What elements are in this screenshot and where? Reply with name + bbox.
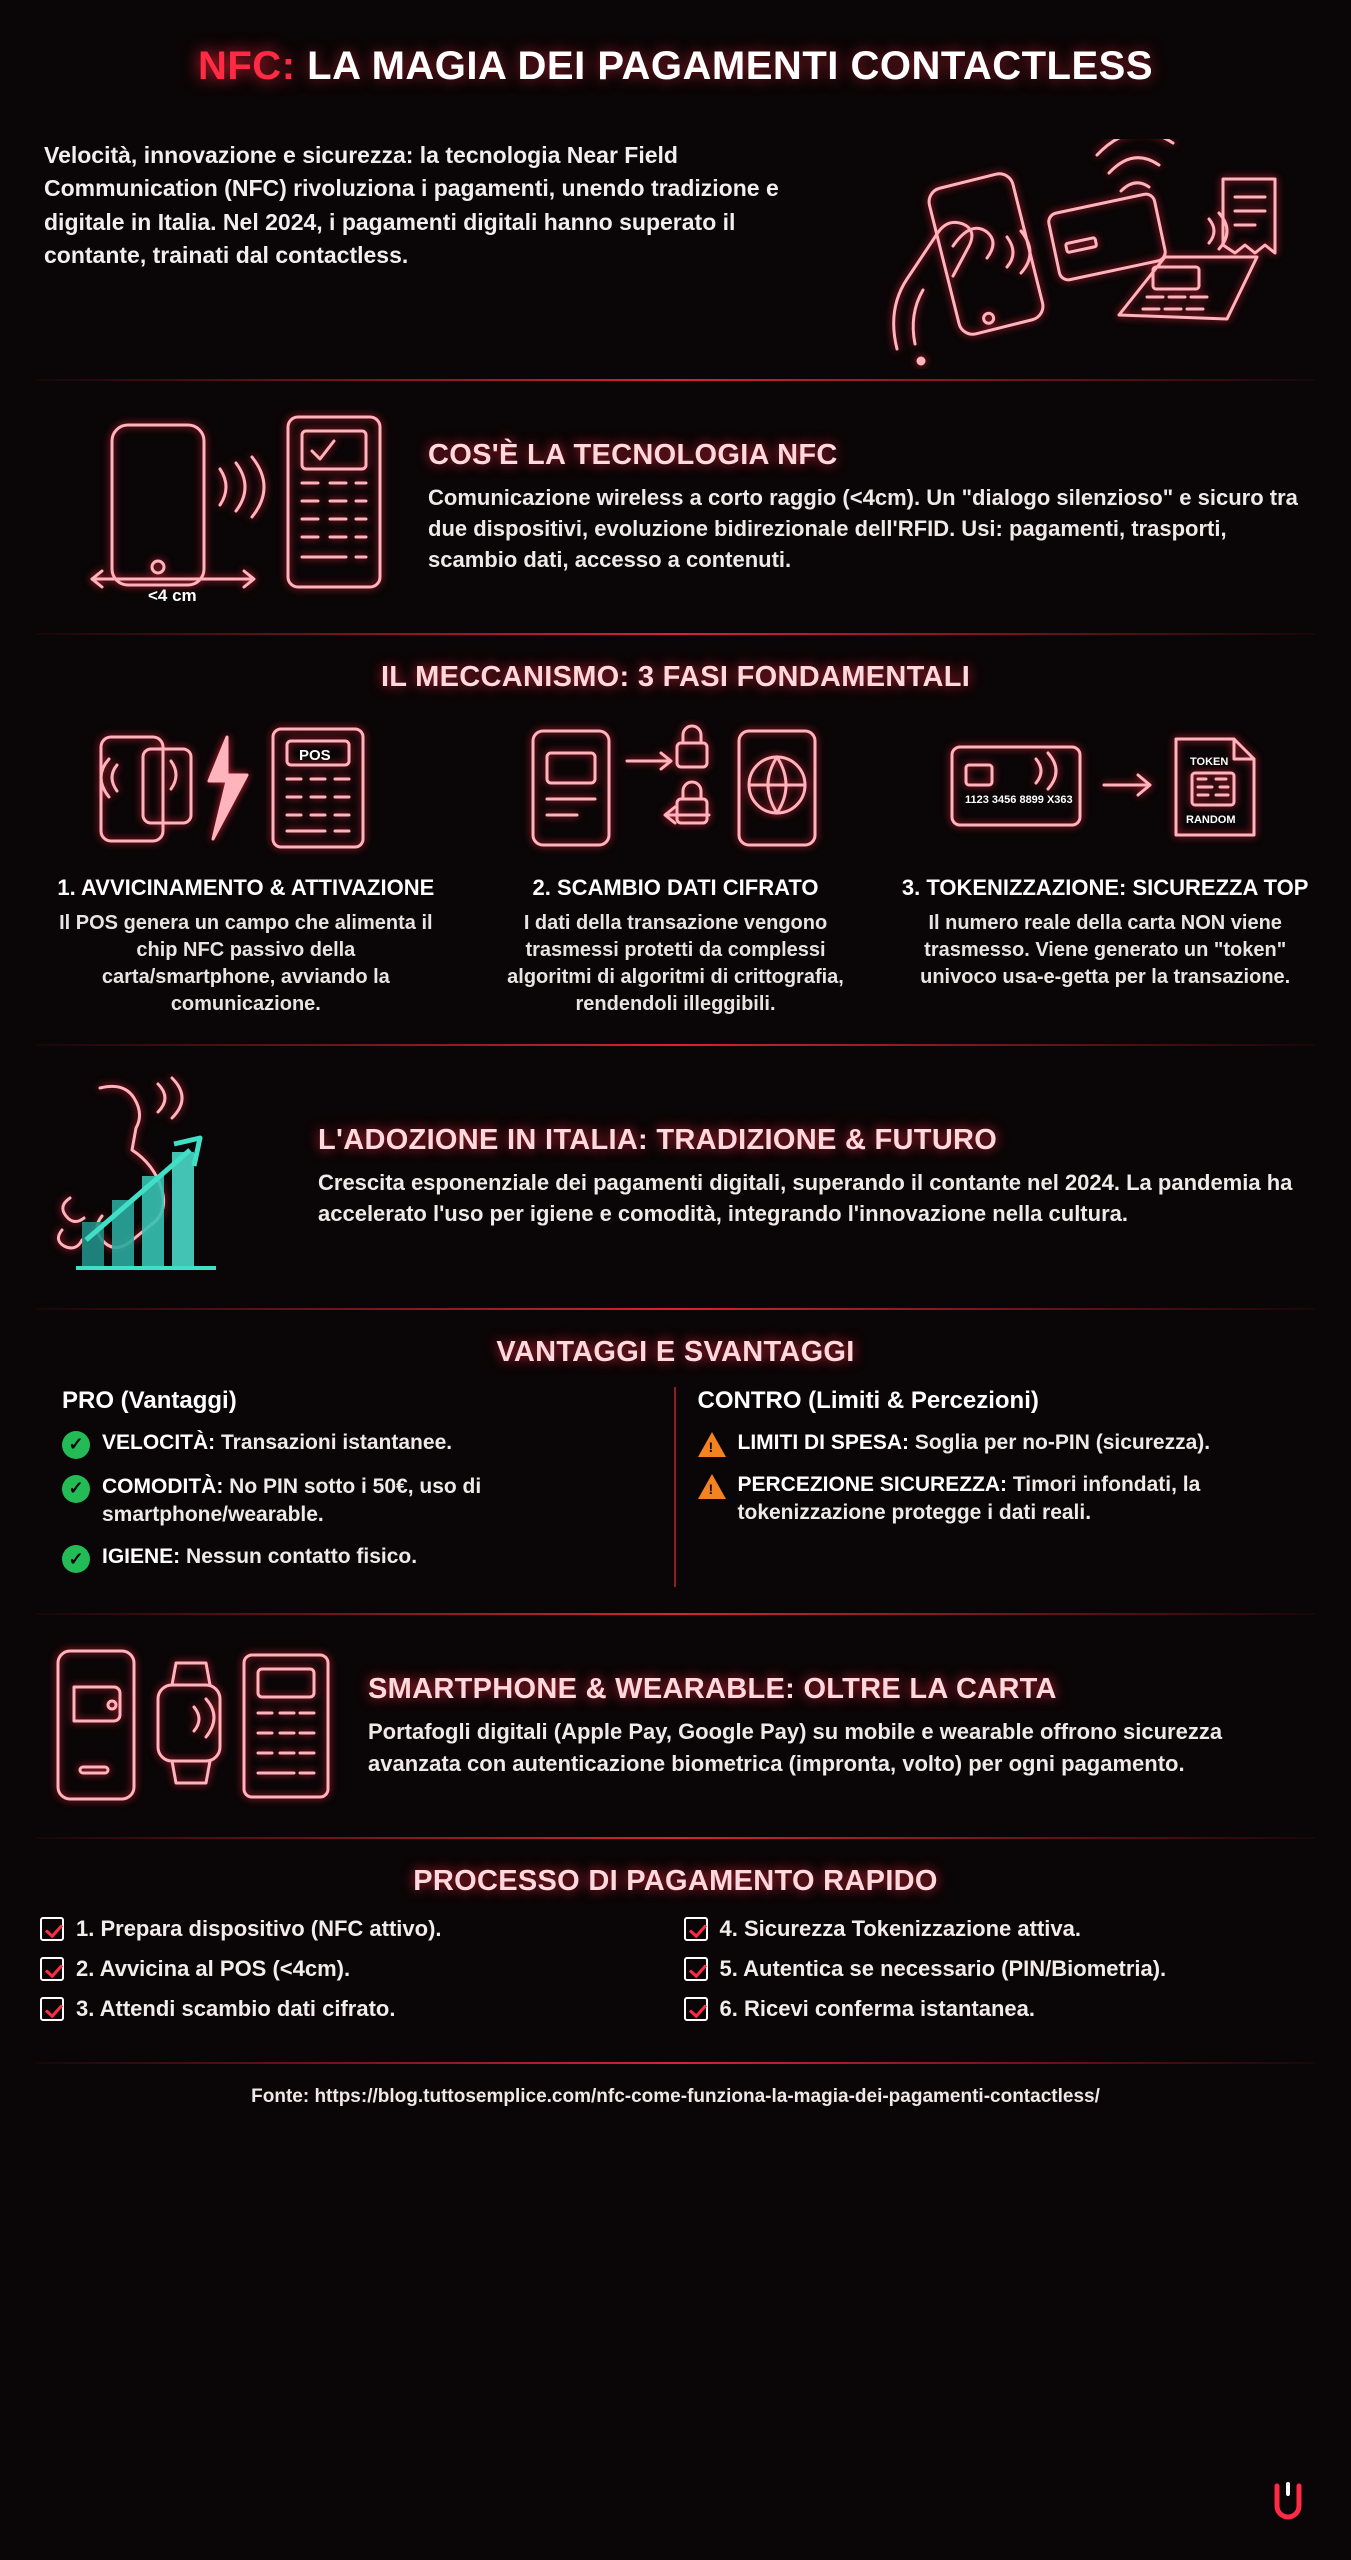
- process-step-label: 2. Avvicina al POS (<4cm).: [76, 1956, 351, 1982]
- phone-watch-pos-icons: [40, 1641, 340, 1811]
- process-step: [40, 1916, 668, 1942]
- check-icon: ✓: [62, 1431, 90, 1459]
- process-step: [684, 1996, 1312, 2022]
- process-step-label: 5. Autentica se necessario (PIN/Biometria).: [719, 1956, 1167, 1982]
- checkbox-icon: [684, 1917, 708, 1941]
- con-text: Timori infondati, la tokenizzazione protegge i dati reali.: [737, 1472, 1201, 1525]
- section-wearable: [0, 1615, 1351, 1837]
- mechanism-heading: IL MECCANISMO: 3 FASI FONDAMENTALI: [380, 661, 971, 693]
- source-text: Fonte: https://blog.tuttosemplice.com/nfc-come-funziona-la-magia-dei-pagamenti-contactless/: [251, 2086, 1100, 2108]
- page-title-accent: NFC:: [197, 44, 296, 88]
- phone-lock-globe-icon: [470, 714, 882, 864]
- process-step-label: 1. Prepara dispositivo (NFC attivo).: [76, 1916, 442, 1942]
- con-label: LIMITI DI SPESA:: [737, 1430, 910, 1454]
- section-process: [0, 1839, 1351, 2062]
- con-item: [698, 1471, 1290, 1528]
- process-step-label: 4. Sicurezza Tokenizzazione attiva.: [719, 1916, 1081, 1942]
- con-item: [698, 1429, 1290, 1457]
- pro-item: [62, 1543, 652, 1573]
- pos-label: POS: [298, 747, 331, 764]
- checkbox-icon: [684, 1997, 708, 2021]
- token-label: TOKEN: [1190, 756, 1229, 768]
- section-what-is-nfc: [0, 381, 1351, 633]
- intro-row: [0, 113, 1351, 379]
- phase-item: [40, 714, 452, 1018]
- section-mechanism: [0, 635, 1351, 1044]
- italy-heading: L'ADOZIONE IN ITALIA: TRADIZIONE & FUTURO: [318, 1123, 998, 1156]
- cons-column: [676, 1387, 1312, 1588]
- con-label: PERCEZIONE SICUREZZA:: [737, 1472, 1008, 1496]
- header: [0, 0, 1351, 113]
- cons-title: CONTRO (Limiti & Percezioni): [697, 1386, 1039, 1414]
- checkbox-icon: [40, 1917, 64, 1941]
- process-left-column: [40, 1916, 668, 2036]
- phase-desc: Il numero reale della carta NON viene trasmesso. Viene generato un "token" univoco usa-e-getta per la transazione.: [920, 911, 1291, 988]
- phase-item: [470, 714, 882, 1018]
- section-italy: [0, 1046, 1351, 1308]
- intro-text: Velocità, innovazione e sicurezza: la tecnologia Near Field Communication (NFC) rivoluziona i pagamenti, unendo tradizione e digitale in Italia. Nel 2024, i pagamenti digitali hanno superato il contante, trainati dal contactless.: [44, 142, 779, 269]
- warning-icon: [698, 1474, 726, 1499]
- process-step: [40, 1996, 668, 2022]
- checkbox-icon: [684, 1957, 708, 1981]
- phase-item: [899, 714, 1311, 1018]
- page-title-rest: LA MAGIA DEI PAGAMENTI CONTACTLESS: [307, 44, 1154, 88]
- check-icon: ✓: [62, 1545, 90, 1573]
- italy-text: Crescita esponenziale dei pagamenti digitali, superando il contante nel 2024. La pandemia ha accelerato l'uso per igiene e comodità, integrando l'innovazione nella cultura.: [318, 1169, 1293, 1226]
- page-title: [40, 44, 1311, 89]
- pro-label: COMODITÀ:: [102, 1474, 224, 1498]
- checkbox-icon: [40, 1957, 64, 1981]
- process-step: [684, 1916, 1312, 1942]
- phase-title: 1. AVVICINAMENTO & ATTIVAZIONE: [57, 875, 435, 900]
- checkbox-icon: [40, 1997, 64, 2021]
- phase-title: 2. SCAMBIO DATI CIFRATO: [532, 875, 819, 900]
- card-number: 1123 3456 8899 X363: [965, 794, 1073, 806]
- card-token-icon: [899, 714, 1311, 864]
- wearable-heading: SMARTPHONE & WEARABLE: OLTRE LA CARTA: [368, 1673, 1057, 1706]
- italy-map-growth-chart-icon: [40, 1072, 290, 1282]
- phone-pos-distance-icon: [40, 407, 400, 607]
- process-step: [40, 1956, 668, 1982]
- phases-list: [40, 714, 1311, 1018]
- process-step-label: 3. Attendi scambio dati cifrato.: [76, 1996, 396, 2022]
- process-step-label: 6. Ricevi conferma istantanea.: [719, 1996, 1035, 2022]
- pro-item: [62, 1429, 652, 1459]
- warning-icon: [698, 1432, 726, 1457]
- pro-label: IGIENE:: [102, 1545, 181, 1569]
- phase-desc: Il POS genera un campo che alimenta il chip NFC passivo della carta/smartphone, avviando la comunicazione.: [59, 911, 433, 1015]
- pros-title: PRO (Vantaggi): [62, 1386, 237, 1414]
- pros-column: [40, 1387, 676, 1588]
- process-step: [684, 1956, 1312, 1982]
- process-heading: PROCESSO DI PAGAMENTO RAPIDO: [413, 1865, 938, 1898]
- con-text: Soglia per no-PIN (sicurezza).: [909, 1430, 1211, 1454]
- phone-card-pos-icon: [40, 714, 452, 864]
- phase-desc: I dati della transazione vengono trasmessi protetti da complessi algoritmi di algoritmi di crittografia, rendendoli illeggibili.: [507, 911, 844, 1015]
- check-icon: ✓: [62, 1475, 90, 1503]
- what-is-text: Comunicazione wireless a corto raggio (<4cm). Un "dialogo silenzioso" e sicuro tra due dispositivi, evoluzione bidirezionale dell'RFID. Usi: pagamenti, trasporti, scambio dati, accesso a contenuti.: [428, 484, 1298, 573]
- pro-text: Transazioni istantanee.: [215, 1430, 453, 1454]
- pro-text: No PIN sotto i 50€, uso di smartphone/wearable.: [102, 1474, 482, 1526]
- pros-cons-heading: VANTAGGI E SVANTAGGI: [496, 1335, 855, 1368]
- pro-item: [62, 1473, 652, 1530]
- what-is-heading: COS'È LA TECNOLOGIA NFC: [428, 438, 838, 471]
- pro-text: Nessun contatto fisico.: [180, 1545, 418, 1569]
- distance-label: <4 cm: [148, 586, 197, 605]
- process-right-column: [684, 1916, 1312, 2036]
- wearable-text: Portafogli digitali (Apple Pay, Google Pay) su mobile e wearable offrono sicurezza avanzata con autenticazione biometrica (impronta, volto) per ogni pagamento.: [368, 1719, 1223, 1776]
- pro-label: VELOCITÀ:: [102, 1430, 216, 1454]
- token-sub-label: RANDOM: [1186, 814, 1236, 826]
- section-pros-cons: [0, 1310, 1351, 1614]
- brand-u-logo: [1265, 2478, 1311, 2524]
- hand-phone-pos-contactless-illustration: [847, 139, 1307, 369]
- phase-title: 3. TOKENIZZAZIONE: SICUREZZA TOP: [901, 875, 1309, 900]
